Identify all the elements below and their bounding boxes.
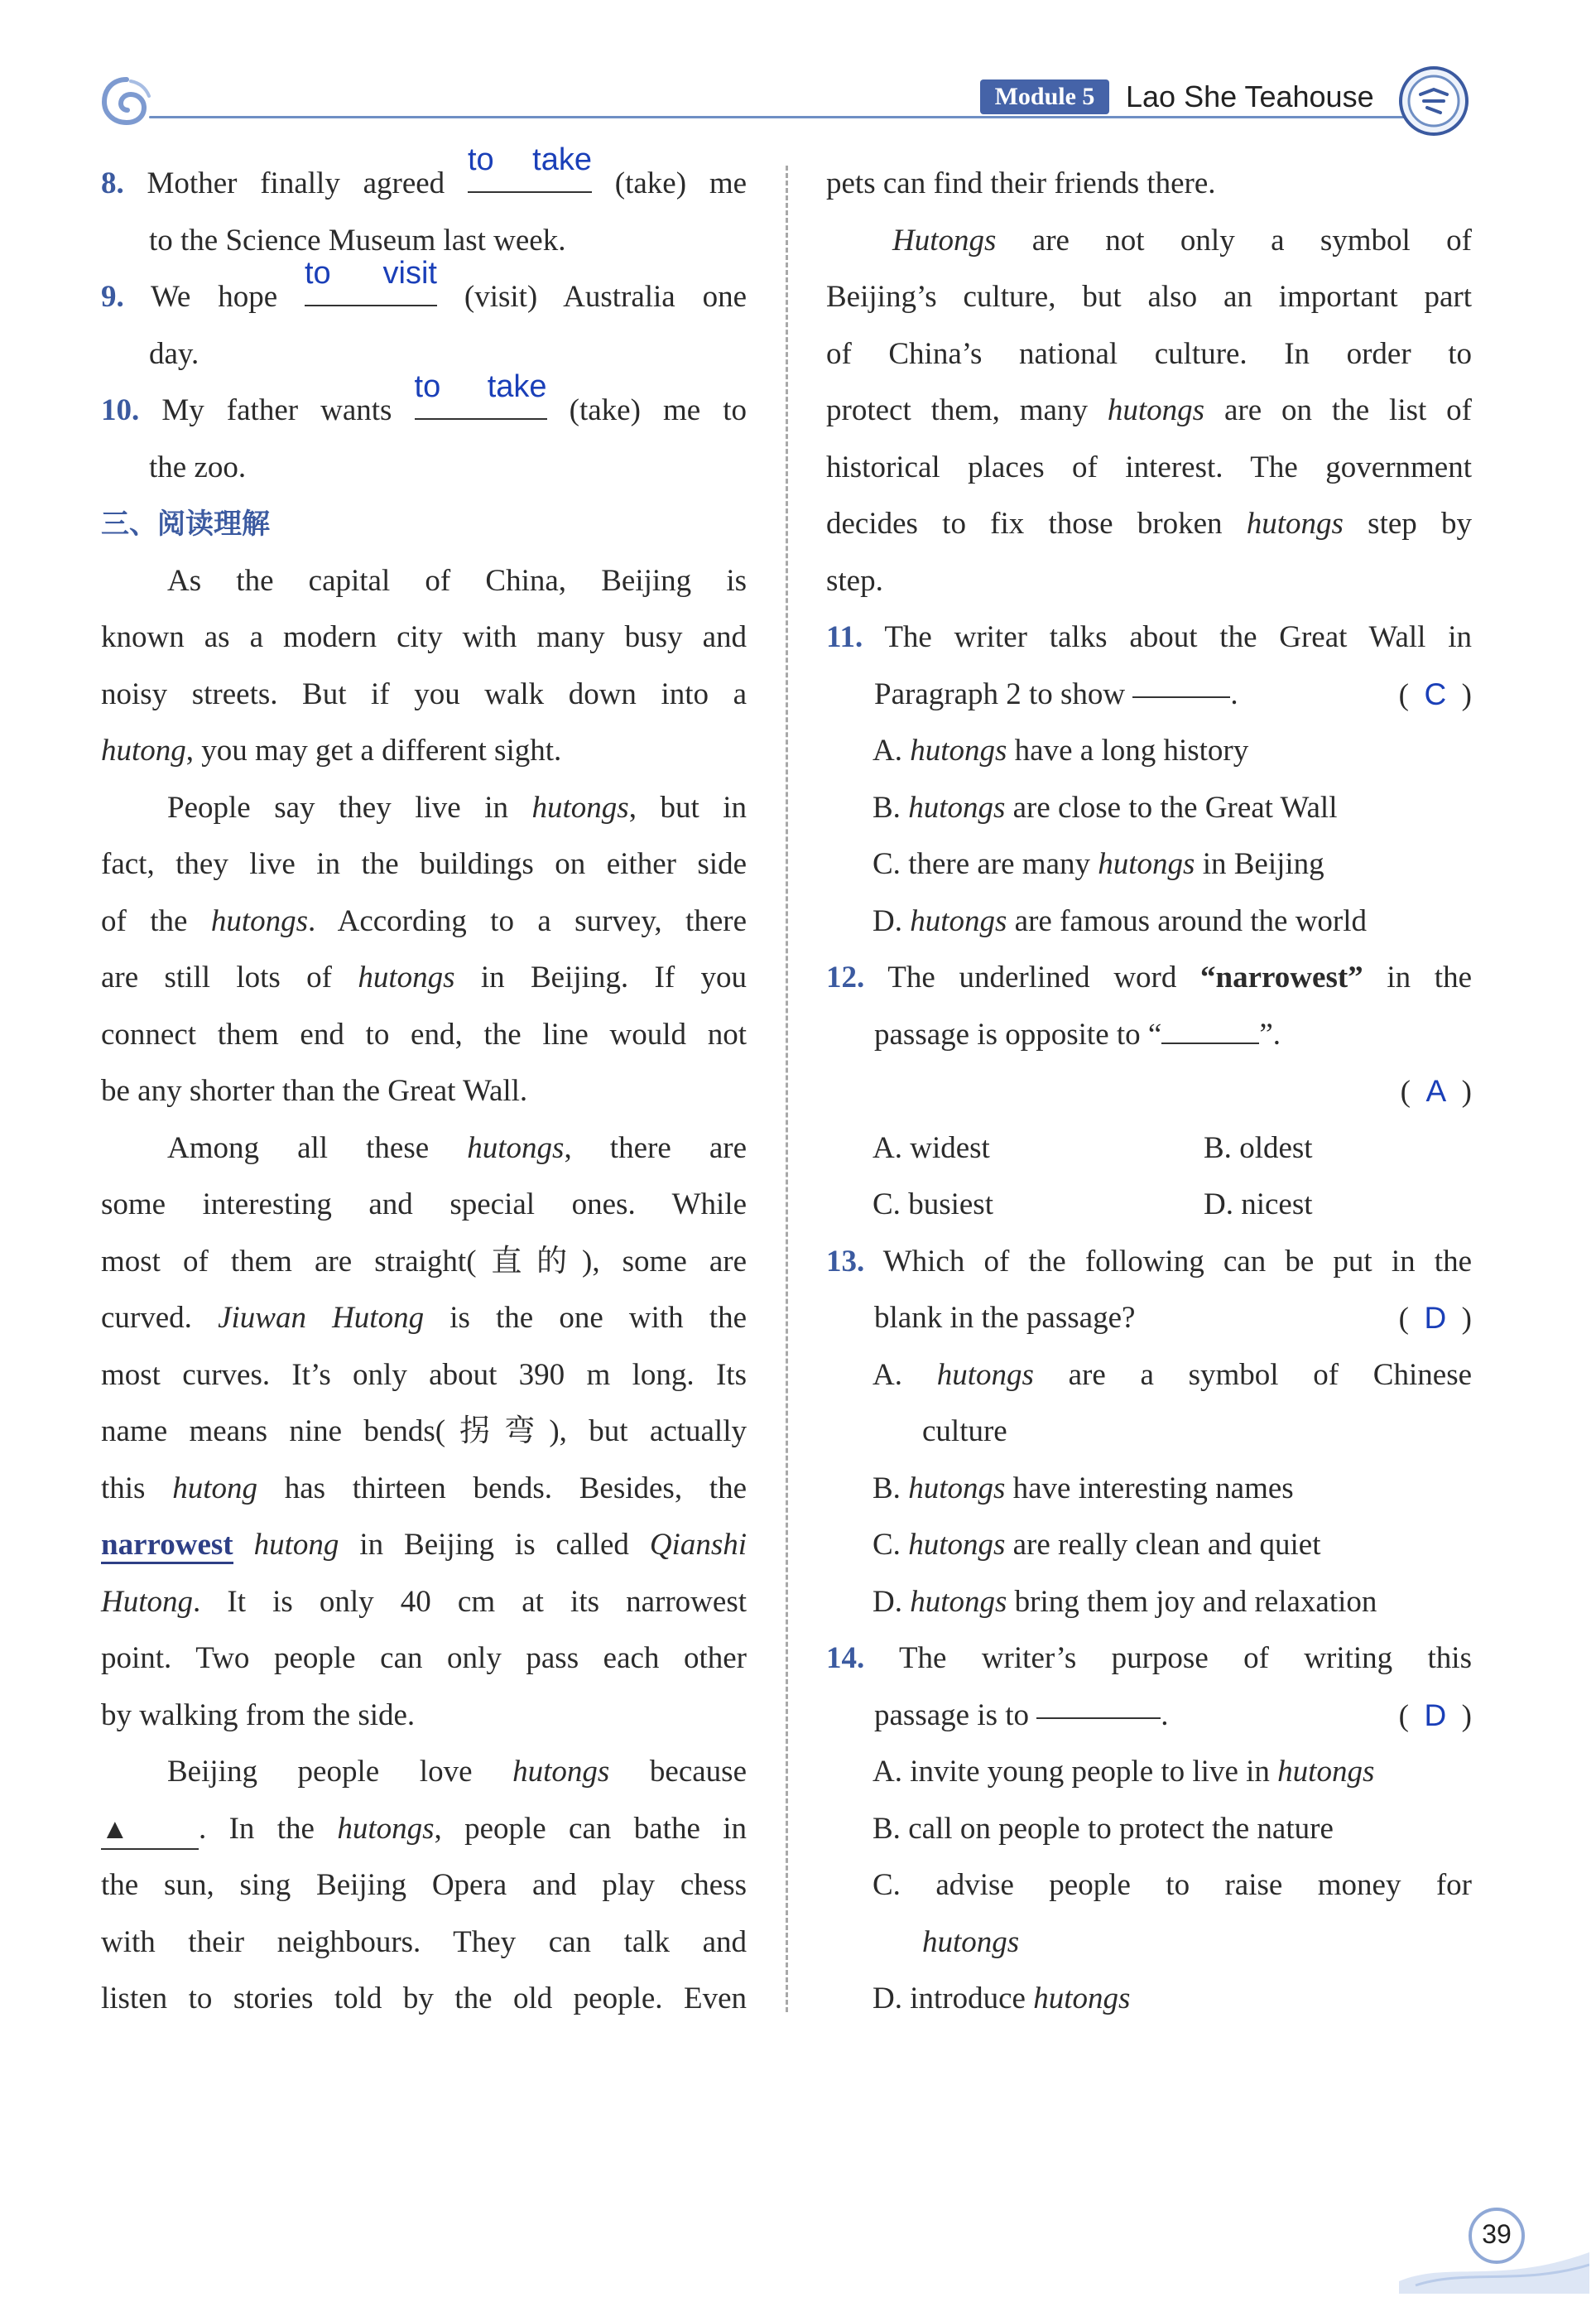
- option-text: widest: [910, 1130, 990, 1165]
- italic-word: Qianshi: [649, 1528, 748, 1562]
- option-text: introduce: [910, 1982, 1026, 2015]
- question-11-stem-2: Paragraph 2 to show . ( C ): [826, 667, 1472, 724]
- passage-text: . According to a survey, there: [308, 903, 748, 938]
- answer-blank[interactable]: [1161, 1013, 1259, 1044]
- passage-text: in Beijing. If you: [480, 961, 747, 994]
- question-text: Which of the following can be put in the: [882, 1244, 1472, 1278]
- answer-parentheses: ( D ): [1398, 1697, 1472, 1733]
- option-letter: D.: [1204, 1187, 1233, 1221]
- option-letter: A.: [873, 1357, 902, 1392]
- section-heading: [101, 496, 747, 553]
- passage-blank[interactable]: ▲: [101, 1813, 199, 1850]
- hint-word: (take): [614, 166, 687, 200]
- passage-line: [101, 780, 747, 837]
- option-b[interactable]: [826, 1801, 1472, 1858]
- swirl-logo-icon: [98, 73, 156, 131]
- italic-word: hutongs: [1277, 1755, 1375, 1789]
- option-b[interactable]: [826, 1461, 1472, 1518]
- passage-line: be any shorter than the Great Wall.: [101, 1074, 528, 1108]
- option-a-continued: culture: [922, 1414, 1007, 1448]
- passage-line: Beijing’s culture, but also an important part: [826, 280, 1472, 314]
- passage-text: Among all these: [167, 1130, 430, 1165]
- option-text: are really clean and quiet: [1012, 1528, 1321, 1562]
- hint-word: (visit): [464, 280, 538, 314]
- passage-text: protect them, many: [826, 393, 1088, 427]
- passage-line: some interesting and special ones. While: [101, 1187, 747, 1221]
- option-d[interactable]: [826, 893, 1472, 951]
- passage-text: curved.: [101, 1301, 192, 1335]
- italic-word: hutongs: [1246, 507, 1344, 541]
- quoted-word: narrowest: [1215, 961, 1348, 994]
- passage-line: with their neighbours. They can talk and: [101, 1924, 747, 1959]
- option-c[interactable]: [873, 1177, 1204, 1234]
- passage-line: of China’s national culture. In order to: [826, 336, 1472, 371]
- italic-word: hutongs: [467, 1130, 565, 1165]
- passage-line: most of them are straight(直的), some are: [101, 1244, 747, 1278]
- passage-line: the sun, sing Beijing Opera and play chess: [101, 1868, 747, 1902]
- italic-word: hutongs: [1098, 847, 1195, 881]
- question-text: The underlined word: [887, 961, 1177, 994]
- passage-line: known as a modern city with many busy and: [101, 620, 747, 654]
- passage-text: . In the: [199, 1811, 315, 1846]
- question-9-line-1: [101, 256, 748, 326]
- question-8-line-2: to the Science Museum last week.: [149, 223, 566, 258]
- left-column: [101, 142, 748, 2028]
- option-text: in Beijing: [1202, 847, 1324, 881]
- passage-line: [826, 496, 1472, 553]
- option-c[interactable]: [826, 1517, 1472, 1574]
- question-text: The writer talks about the Great Wall in: [884, 620, 1472, 654]
- passage-text: this: [101, 1471, 146, 1505]
- option-letter: D.: [873, 903, 902, 938]
- passage-line: [101, 1574, 747, 1631]
- option-text: nicest: [1241, 1187, 1313, 1221]
- passage-line: most curves. It’s only about 390 m long. Its: [101, 1357, 747, 1392]
- passage-text: decides to fix those broken: [826, 507, 1223, 541]
- passage-text: are on the list of: [1223, 393, 1472, 427]
- italic-word: hutongs: [910, 734, 1007, 768]
- question-text: passage is opposite to: [874, 1017, 1141, 1052]
- option-text: there are many: [908, 847, 1091, 881]
- option-letter: B.: [873, 1811, 901, 1846]
- option-text: oldest: [1239, 1130, 1313, 1165]
- option-c[interactable]: [826, 836, 1472, 893]
- option-letter: A.: [873, 1130, 902, 1165]
- answer-parentheses: ( C ): [1398, 677, 1472, 712]
- option-letter: A.: [873, 1755, 902, 1789]
- option-d[interactable]: [826, 1971, 1472, 2028]
- option-letter: C.: [873, 1528, 901, 1562]
- page-header: [0, 0, 1596, 145]
- question-text: passage is to: [874, 1697, 1030, 1732]
- option-letter: D.: [873, 1584, 902, 1619]
- question-12-stem: 12. The underlined word “narrowest” in the: [826, 961, 1472, 994]
- question-10-line-2: the zoo.: [149, 450, 247, 484]
- option-letter: A.: [873, 734, 902, 768]
- italic-word: hutongs: [908, 1528, 1006, 1562]
- option-text: are close to the Great Wall: [1012, 790, 1338, 825]
- section-title: 三、阅读理解: [101, 508, 270, 541]
- passage-text: Beijing people love: [167, 1755, 473, 1789]
- question-9-line-2: day.: [149, 336, 200, 371]
- module-badge: Module 5: [980, 79, 1109, 114]
- chosen-answer[interactable]: D: [1424, 1301, 1447, 1335]
- answer-blank[interactable]: [467, 142, 592, 193]
- passage-line: name means nine bends(拐弯), but actually: [101, 1414, 747, 1448]
- passage-line: listen to stories told by the old people. Even: [101, 1982, 747, 2015]
- italic-word: hutong: [101, 734, 186, 768]
- option-d[interactable]: [1204, 1177, 1313, 1234]
- italic-word: hutongs: [512, 1755, 610, 1789]
- passage-text: of the: [101, 903, 188, 938]
- option-b[interactable]: [826, 780, 1472, 837]
- passage-line: point. Two people can only pass each other: [101, 1641, 747, 1675]
- italic-word: hutong: [172, 1471, 257, 1505]
- italic-word: hutongs: [910, 1584, 1007, 1619]
- passage-text: , there are: [564, 1130, 747, 1165]
- italic-word: hutong: [253, 1528, 339, 1562]
- italic-word: hutongs: [910, 903, 1007, 938]
- page-number: 39: [1482, 2219, 1512, 2249]
- option-c-continued: [826, 1914, 1472, 1972]
- answer-parentheses: ( D ): [1398, 1301, 1472, 1336]
- option-text: are a symbol of Chinese: [1068, 1357, 1473, 1392]
- passage-line: [101, 1290, 747, 1347]
- chosen-answer[interactable]: A: [1425, 1074, 1447, 1108]
- option-c[interactable]: [826, 1857, 1472, 1914]
- passage-text: in Beijing is called: [359, 1528, 629, 1562]
- option-letter: C.: [873, 1187, 901, 1221]
- header-title: Lao She Teahouse: [1126, 79, 1374, 113]
- option-letter: B.: [873, 1471, 901, 1505]
- passage-line: noisy streets. But if you walk down into a: [101, 677, 747, 711]
- option-text: advise people to raise money for: [935, 1868, 1472, 1902]
- answer-blank[interactable]: [1132, 667, 1230, 698]
- question-text: Paragraph 2 to show: [874, 677, 1126, 711]
- passage-text: , people can bathe in: [434, 1811, 747, 1846]
- underlined-word: narrowest: [101, 1528, 233, 1564]
- passage-line: historical places of interest. The government: [826, 450, 1472, 484]
- header-rule: [149, 116, 1407, 118]
- italic-word: hutongs: [908, 1471, 1006, 1505]
- option-a[interactable]: [826, 723, 1472, 780]
- hint-word: (take): [569, 393, 641, 427]
- option-text: call on people to protect the nature: [908, 1811, 1334, 1846]
- passage-line: [826, 213, 1472, 270]
- passage-text: . It is only 40 cm at its narrowest: [193, 1584, 747, 1619]
- italic-word: hutongs: [531, 790, 629, 825]
- passage-text: People say they live in: [167, 790, 508, 825]
- chosen-answer[interactable]: C: [1424, 677, 1447, 711]
- question-text: me: [709, 166, 748, 200]
- option-letter: C.: [873, 847, 901, 881]
- passage-text: are still lots of: [101, 961, 332, 994]
- answer-parentheses: ( A ): [1400, 1074, 1472, 1109]
- question-number: 13.: [826, 1244, 865, 1278]
- question-number: 12.: [826, 961, 865, 994]
- question-text: Mother finally agreed: [147, 166, 445, 200]
- question-number: 10.: [101, 393, 140, 427]
- question-text: We hope: [150, 280, 278, 314]
- question-number: 11.: [826, 620, 863, 654]
- italic-word: hutongs: [210, 903, 309, 938]
- italic-word: hutongs: [337, 1811, 435, 1846]
- italic-word: hutongs: [358, 961, 455, 994]
- question-8-line-1: [101, 142, 748, 213]
- question-number: 14.: [826, 1641, 865, 1675]
- option-text: have a long history: [1014, 734, 1249, 768]
- italic-word: Hutong: [101, 1584, 193, 1619]
- option-text: invite young people to live in: [910, 1755, 1270, 1789]
- passage-line: [101, 893, 747, 951]
- italic-word: hutongs: [922, 1924, 1020, 1959]
- right-column: [826, 156, 1472, 2028]
- option-b[interactable]: [1204, 1120, 1313, 1177]
- answer-blank[interactable]: [305, 256, 437, 306]
- passage-line: by walking from the side.: [101, 1697, 416, 1732]
- question-text: The writer’s purpose of writing this: [898, 1641, 1472, 1675]
- italic-word: Jiuwan Hutong: [218, 1301, 425, 1335]
- question-13-stem: [826, 1234, 1472, 1291]
- option-letter: B.: [1204, 1130, 1232, 1165]
- option-row: [826, 1177, 1472, 1234]
- option-text: busiest: [908, 1187, 993, 1221]
- option-d[interactable]: [826, 1574, 1472, 1631]
- handwritten-answer: to take: [414, 369, 547, 404]
- passage-text: , you may get a different sight.: [185, 734, 562, 768]
- passage-line: [101, 1120, 747, 1177]
- italic-word: hutongs: [1033, 1982, 1131, 2015]
- column-divider: [786, 166, 788, 2012]
- option-letter: B.: [873, 790, 901, 825]
- question-text: My father wants: [161, 393, 392, 427]
- passage-line: [101, 1801, 747, 1858]
- passage-line: [101, 1517, 747, 1574]
- seal-logo-icon: [1397, 65, 1470, 137]
- passage-line: [826, 383, 1472, 440]
- passage-text: , but in: [628, 790, 747, 825]
- passage-text: because: [649, 1755, 747, 1789]
- question-text: blank in the passage?: [874, 1301, 1136, 1335]
- option-a[interactable]: [826, 1347, 1472, 1404]
- option-a[interactable]: [826, 1744, 1472, 1801]
- option-letter: D.: [873, 1982, 902, 2015]
- passage-line: [101, 1744, 747, 1801]
- passage-line: step.: [826, 563, 883, 598]
- passage-line: pets can find their friends there.: [826, 166, 1216, 200]
- passage-text: is the one with the: [449, 1301, 748, 1335]
- question-text: me to: [662, 393, 748, 427]
- handwritten-answer: to take: [467, 142, 592, 177]
- option-text: bring them joy and relaxation: [1014, 1584, 1377, 1619]
- italic-word: hutongs: [1107, 393, 1205, 427]
- passage-line: [101, 1461, 747, 1518]
- answer-blank[interactable]: [414, 369, 547, 420]
- passage-text: step by: [1368, 507, 1472, 541]
- chosen-answer[interactable]: D: [1424, 1697, 1447, 1732]
- answer-blank[interactable]: [1036, 1688, 1161, 1719]
- passage-text: has thirteen bends. Besides, the: [284, 1471, 748, 1505]
- question-text: in the: [1387, 961, 1472, 994]
- option-text: have interesting names: [1012, 1471, 1294, 1505]
- passage-line: As the capital of China, Beijing is: [167, 563, 747, 598]
- question-10-line-1: [101, 369, 748, 440]
- question-number: 9.: [101, 280, 124, 314]
- question-11-stem: [826, 609, 1472, 667]
- option-a[interactable]: [873, 1120, 1204, 1177]
- option-row: [826, 1120, 1472, 1177]
- italic-word: hutongs: [936, 1357, 1034, 1392]
- passage-line: [101, 723, 747, 780]
- passage-line: [101, 950, 747, 1007]
- question-13-stem-2: [826, 1290, 1472, 1347]
- passage-line: connect them end to end, the line would not: [101, 1017, 747, 1052]
- italic-word: Hutongs: [892, 223, 997, 258]
- handwritten-answer: to visit: [305, 256, 437, 291]
- passage-line: fact, they live in the buildings on either side: [101, 847, 747, 881]
- question-12-stem-2: passage is opposite to “ ”.: [826, 1007, 1472, 1064]
- italic-word: hutongs: [908, 790, 1006, 825]
- question-14-stem-2: passage is to . ( D ): [826, 1688, 1472, 1745]
- question-number: 8.: [101, 166, 124, 200]
- option-text: are famous around the world: [1014, 903, 1368, 938]
- question-text: Australia one: [563, 280, 748, 314]
- passage-text: are not only a symbol of: [1031, 223, 1472, 258]
- question-14-stem: [826, 1630, 1472, 1688]
- option-letter: C.: [873, 1868, 901, 1902]
